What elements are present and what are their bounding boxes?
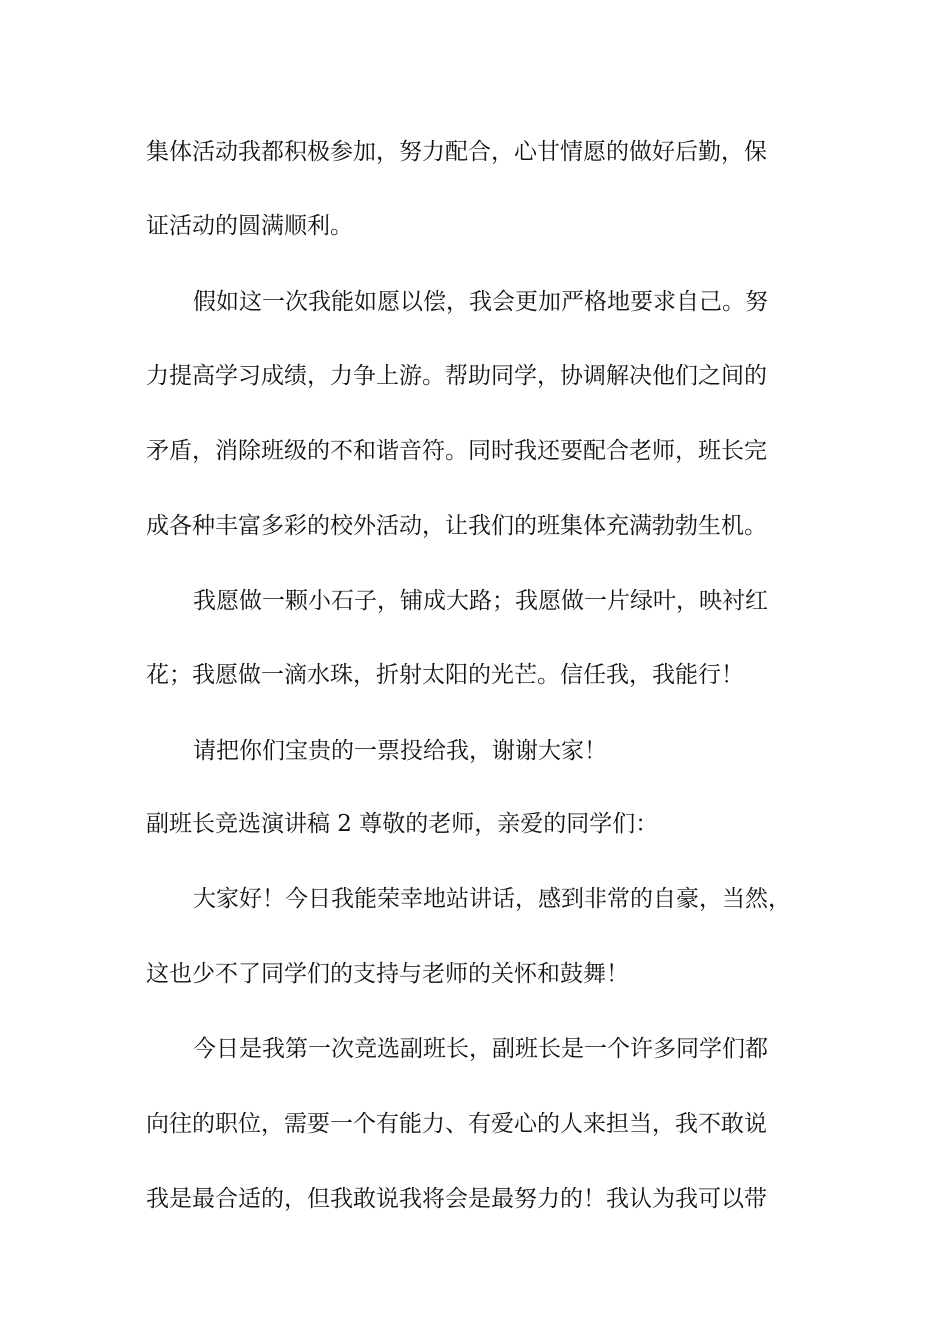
paragraph-start-line: 请把你们宝贵的一票投给我，谢谢大家！ bbox=[193, 738, 607, 764]
paragraph-start-line: 我愿做一颗小石子，铺成大路；我愿做一片绿叶，映衬红 bbox=[193, 588, 768, 614]
text-line: 矛盾，消除班级的不和谐音符。同时我还要配合老师，班长完 bbox=[146, 438, 767, 464]
paragraph-start-line: 大家好！今日我能荣幸地站讲话，感到非常的自豪，当然， bbox=[193, 886, 791, 912]
text-line: 成各种丰富多彩的校外活动，让我们的班集体充满勃勃生机。 bbox=[146, 513, 767, 539]
text-line: 这也少不了同学们的支持与老师的关怀和鼓舞！ bbox=[146, 961, 629, 987]
paragraph-start-line: 假如这一次我能如愿以偿，我会更加严格地要求自己。努 bbox=[193, 289, 768, 315]
text-line: 证活动的圆满顺利。 bbox=[146, 213, 353, 239]
text-line: 集体活动我都积极参加，努力配合，心甘情愿的做好后勤，保 bbox=[146, 139, 767, 165]
paragraph-start-line: 今日是我第一次竞选副班长，副班长是一个许多同学们都 bbox=[193, 1036, 768, 1062]
text-line: 力提高学习成绩，力争上游。帮助同学，协调解决他们之间的 bbox=[146, 363, 767, 389]
text-line: 向往的职位，需要一个有能力、有爱心的人来担当，我不敢说 bbox=[146, 1111, 767, 1137]
text-line: 我是最合适的，但我敢说我将会是最努力的！我认为我可以带 bbox=[146, 1186, 767, 1212]
section-heading-line: 副班长竞选演讲稿 2 尊敬的老师，亲爱的同学们： bbox=[146, 811, 659, 837]
text-line: 花；我愿做一滴水珠，折射太阳的光芒。信任我，我能行！ bbox=[146, 662, 744, 688]
